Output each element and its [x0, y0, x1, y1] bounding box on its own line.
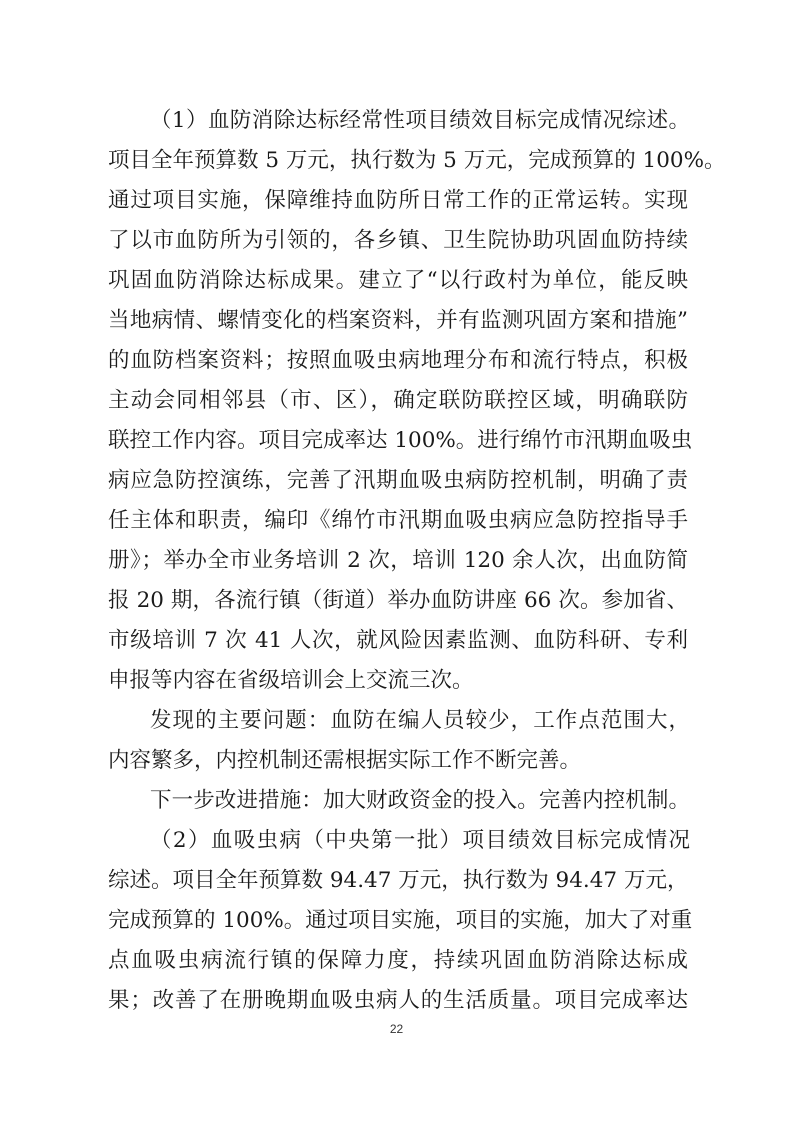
paragraph-1-line-13: 报 20 期，各流行镇（街道）举办血防讲座 66 次。参加省、 — [108, 588, 688, 613]
paragraph-4-line-3: 完成预算的 100%。通过项目实施，项目的实施，加大了对重 — [108, 908, 693, 933]
paragraph-1-line-1: （1）血防消除达标经常性项目绩效目标完成情况综述。 — [150, 108, 690, 133]
paragraph-4-line-5: 果；改善了在册晚期血吸虫病人的生活质量。项目完成率达 — [108, 988, 688, 1013]
paragraph-1-line-6: 当地病情、螺情变化的档案资料，并有监测巩固方案和措施” — [108, 308, 688, 333]
paragraph-3-line-1: 下一步改进措施：加大财政资金的投入。完善内控机制。 — [150, 788, 690, 813]
paragraph-1-line-12: 册》；举办全市业务培训 2 次，培训 120 余人次，出血防简 — [108, 548, 688, 573]
paragraph-2-line-1: 发现的主要问题：血防在编人员较少，工作点范围大， — [150, 708, 690, 733]
page-number: 22 — [389, 1022, 404, 1036]
paragraph-1-line-14: 市级培训 7 次 41 人次，就风险因素监测、血防科研、专利 — [108, 628, 688, 653]
paragraph-1-line-7: 的血防档案资料；按照血吸虫病地理分布和流行特点，积极 — [108, 348, 688, 373]
paragraph-1-line-2: 项目全年预算数 5 万元，执行数为 5 万元，完成预算的 100%。 — [108, 148, 726, 173]
paragraph-1-line-4: 了以市血防所为引领的，各乡镇、卫生院协助巩固血防持续 — [108, 228, 688, 253]
paragraph-1-line-3: 通过项目实施，保障维持血防所日常工作的正常运转。实现 — [108, 188, 688, 213]
paragraph-1-line-9: 联控工作内容。项目完成率达 100%。进行绵竹市汛期血吸虫 — [108, 428, 693, 453]
paragraph-4-line-2: 综述。项目全年预算数 94.47 万元，执行数为 94.47 万元， — [108, 868, 689, 893]
paragraph-4-line-1: （2）血吸虫病（中央第一批）项目绩效目标完成情况 — [150, 828, 690, 853]
paragraph-1-line-5: 巩固血防消除达标成果。建立了“以行政村为单位，能反映 — [108, 268, 688, 293]
paragraph-4-line-4: 点血吸虫病流行镇的保障力度，持续巩固血防消除达标成 — [108, 948, 688, 973]
paragraph-1-line-8: 主动会同相邻县（市、区），确定联防联控区域，明确联防 — [108, 388, 688, 413]
paragraph-1-line-15: 申报等内容在省级培训会上交流三次。 — [108, 668, 474, 693]
paragraph-1-line-10: 病应急防控演练，完善了汛期血吸虫病防控机制，明确了责 — [108, 468, 688, 493]
paragraph-1-line-11: 任主体和职责，编印《绵竹市汛期血吸虫病应急防控指导手 — [108, 508, 688, 533]
paragraph-2-line-2: 内容繁多，内控机制还需根据实际工作不断完善。 — [108, 748, 582, 773]
